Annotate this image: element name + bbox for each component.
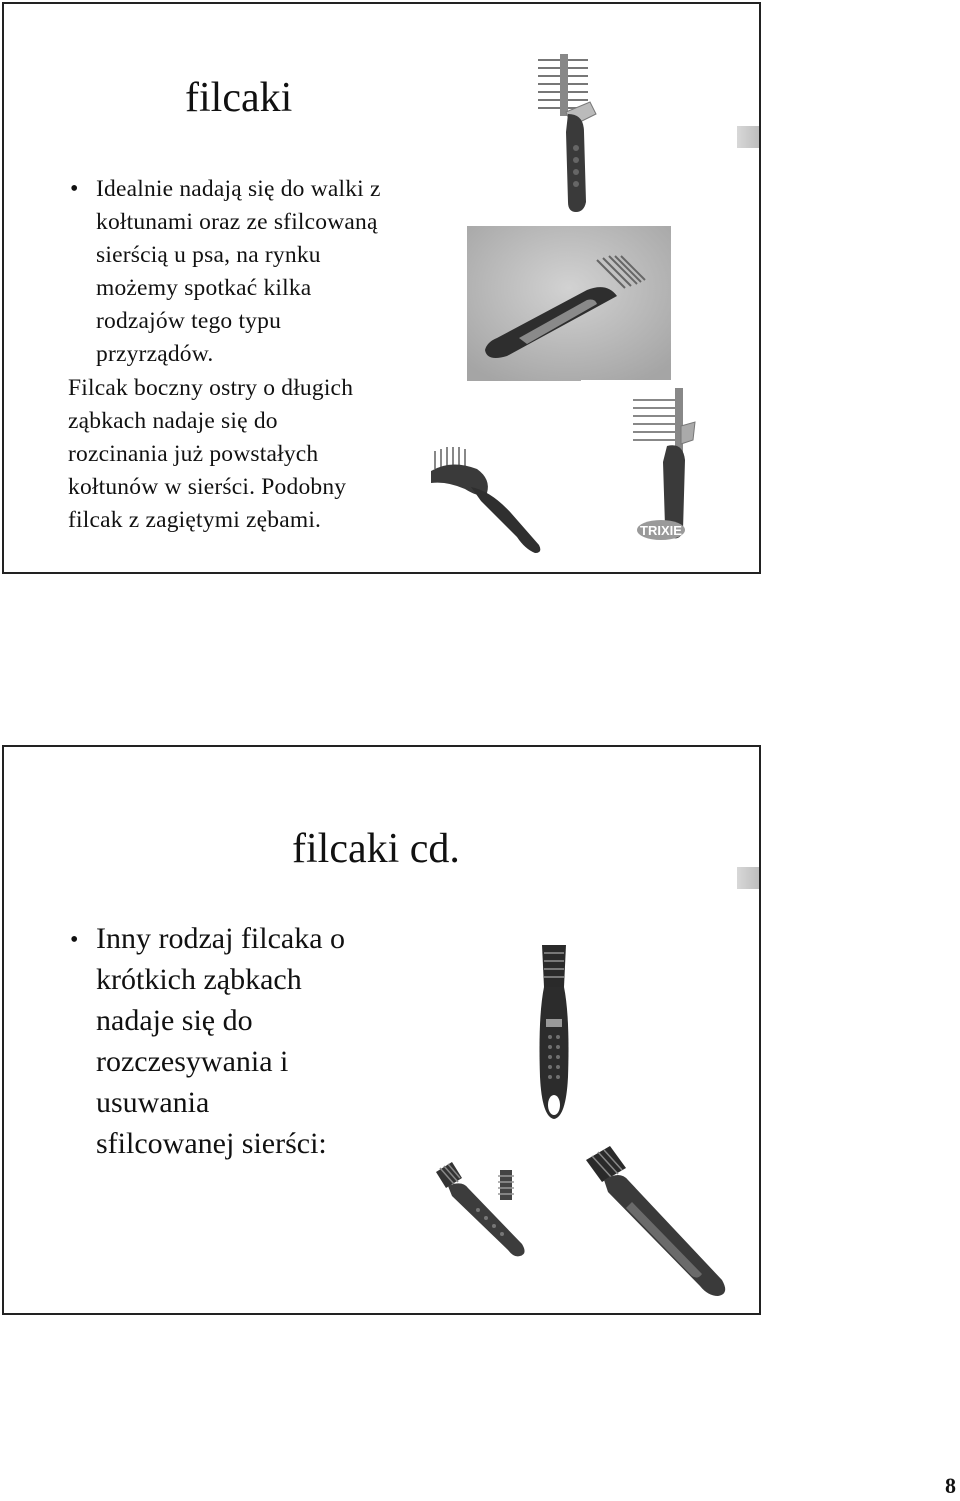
bullet-marker: • [70, 927, 79, 953]
trixie-filcak-icon [581, 380, 745, 546]
slide-title: filcaki cd. [292, 826, 460, 872]
slide-paragraph-intro: Idealnie nadają się do walki z kołtunami oraz ze sfilcowaną sierścią u psa, na rynku możemy spotkać kilka rodzajów tego typu przyrządów. [96, 176, 381, 367]
page-number: 8 [945, 1473, 956, 1498]
filcak-with-spare-blade-icon [428, 1158, 538, 1266]
slide-title: filcaki [185, 75, 293, 121]
curved-filcak-icon [421, 429, 548, 557]
dematting-comb-on-table-icon [467, 226, 671, 381]
slide-1 [2, 2, 761, 574]
trixie-logo: TRIXIE [640, 523, 682, 538]
dematting-comb-upright-icon [492, 42, 670, 222]
short-teeth-filcak-upright-icon [454, 927, 664, 1137]
slide-paragraph-side-filcak: Filcak boczny ostry o długich ząbkach nadaje się do rozcinania już powstałych kołtunów w sierści. Podobny filcak z zagiętymi zębami. [68, 375, 354, 533]
slide-side-tab [737, 126, 759, 148]
bullet-marker: • [70, 176, 79, 202]
filcak-diagonal-icon [574, 1140, 740, 1306]
slide-paragraph: Inny rodzaj filcaka o krótkich ząbkach nadaje się do rozczesywania i usuwania sfilcowanej sierści: [96, 922, 346, 1160]
slide-side-tab [737, 867, 759, 889]
slide-2 [2, 745, 761, 1315]
